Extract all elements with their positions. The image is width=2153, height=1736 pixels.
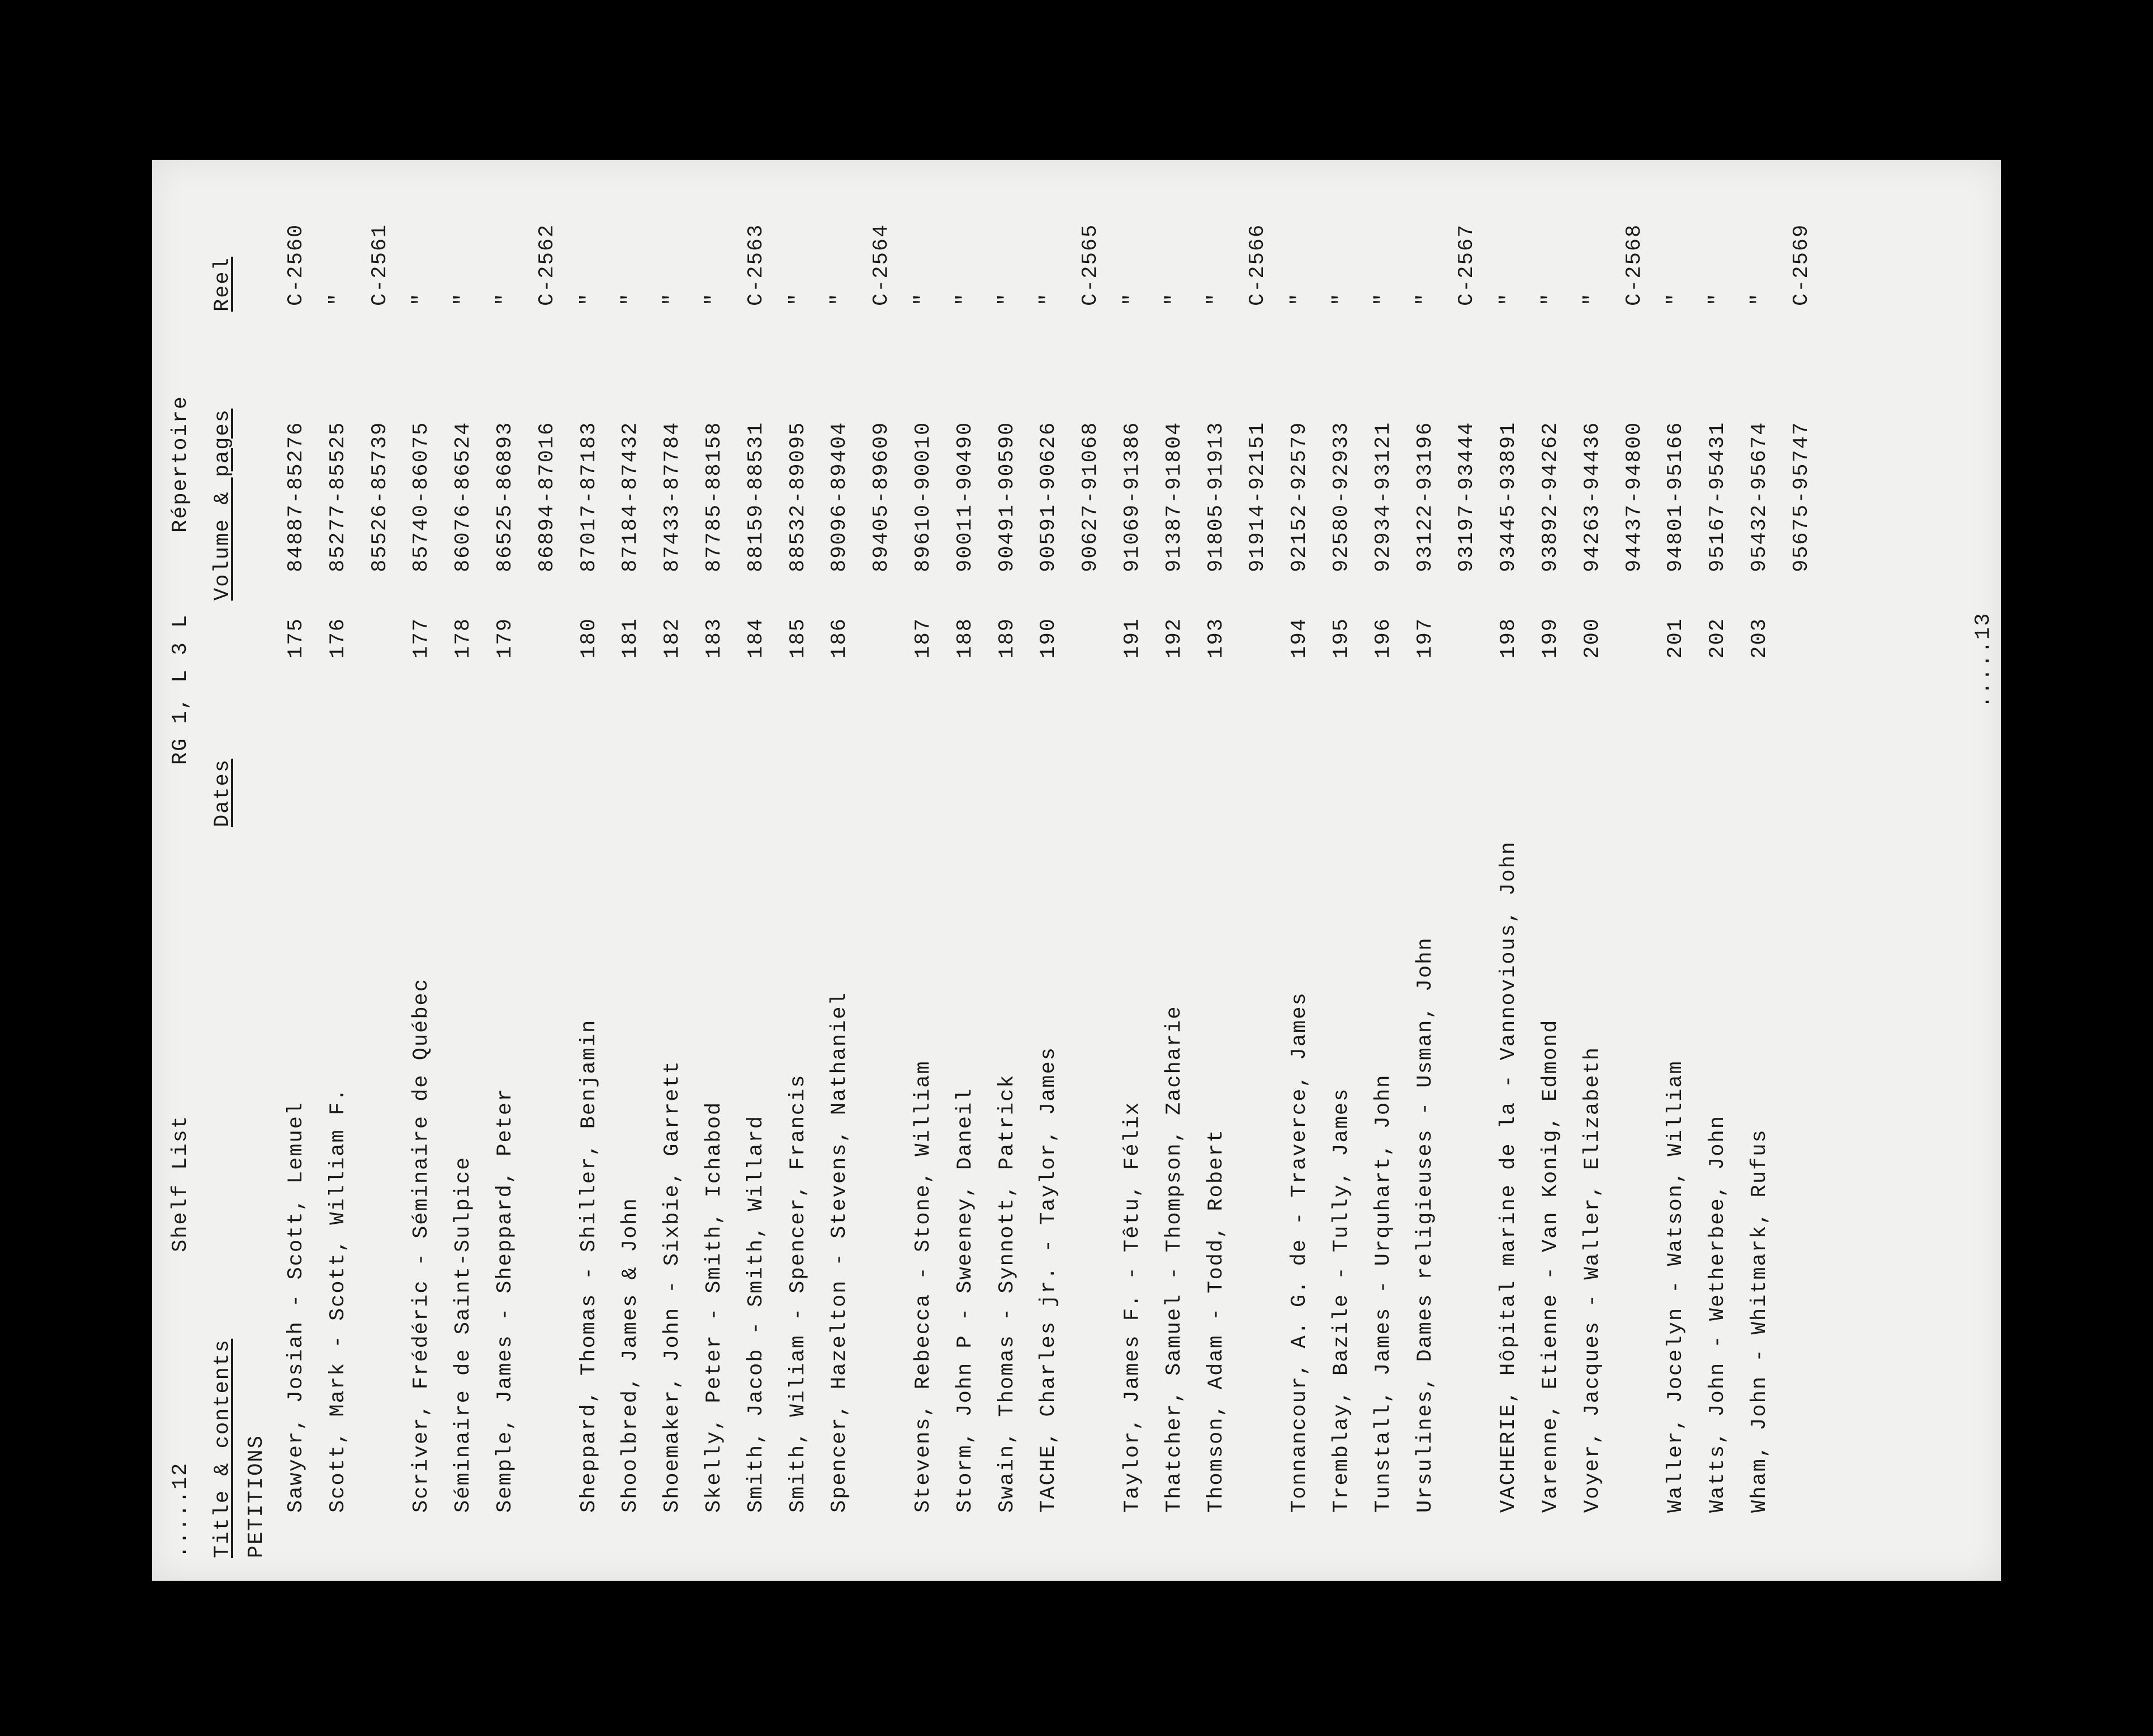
row-pages: 86525-86893 <box>493 421 517 572</box>
row-reel: " <box>1372 292 1395 306</box>
row-reel: C-2565 <box>1079 223 1103 306</box>
row-title: Spencer, Hazelton - Stevens, Nathaniel <box>828 992 852 1513</box>
row-reel: " <box>326 292 350 306</box>
row-title: Stevens, Rebecca - Stone, William <box>912 1060 935 1513</box>
row-reel: " <box>828 292 852 306</box>
row-reel: C-2568 <box>1623 223 1646 306</box>
row-reel: " <box>786 292 810 306</box>
row-title: Séminaire de Saint-Sulpice <box>452 1156 475 1513</box>
row-title: Semple, James - Sheppard, Peter <box>493 1087 517 1513</box>
row-pages: 92934-93121 <box>1372 421 1395 572</box>
row-pages: 84887-85276 <box>284 421 308 572</box>
row-title: Thomson, Adam - Todd, Robert <box>1205 1129 1228 1513</box>
row-volume: 186 <box>828 618 852 659</box>
row-reel: C-2566 <box>1246 223 1270 306</box>
row-pages: 85277-85525 <box>326 421 350 572</box>
row-volume: 175 <box>284 618 308 659</box>
row-reel: " <box>1163 292 1186 306</box>
row-pages: 92152-92579 <box>1288 421 1312 572</box>
row-reel: " <box>1414 292 1437 306</box>
row-reel: " <box>912 292 935 306</box>
row-volume: 196 <box>1372 618 1395 659</box>
row-volume: 176 <box>326 618 350 659</box>
row-volume: 200 <box>1581 618 1605 659</box>
row-pages: 93445-93891 <box>1497 421 1521 572</box>
row-pages: 91069-91386 <box>1121 421 1144 572</box>
row-reel: C-2563 <box>744 223 768 306</box>
row-reel: " <box>703 292 726 306</box>
row-reel: " <box>995 292 1019 306</box>
row-pages: 88532-89095 <box>786 421 810 572</box>
row-pages: 92580-92933 <box>1330 421 1354 572</box>
row-title: Smith, Jacob - Smith, Willard <box>744 1115 768 1513</box>
row-reel: " <box>577 292 601 306</box>
column-dates: Dates <box>211 758 235 827</box>
row-title: TACHE, Charles jr. - Taylor, James <box>1037 1046 1061 1513</box>
row-reel: " <box>1121 292 1144 306</box>
row-reel: " <box>1748 292 1772 306</box>
row-title: Storm, John P - Sweeney, Daneil <box>954 1087 977 1513</box>
row-volume: 181 <box>619 618 643 659</box>
row-pages: 85740-86075 <box>410 421 433 572</box>
row-title: Sawyer, Josiah - Scott, Lemuel <box>284 1101 308 1513</box>
row-volume: 194 <box>1288 618 1312 659</box>
row-pages: 89610-90010 <box>912 421 935 572</box>
row-reel: " <box>410 292 433 306</box>
row-volume: 202 <box>1706 618 1730 659</box>
row-reel: " <box>661 292 684 306</box>
row-pages: 89096-89404 <box>828 421 852 572</box>
row-pages: 91387-91804 <box>1163 421 1186 572</box>
row-pages: 91914-92151 <box>1246 421 1270 572</box>
document-sheet <box>152 160 2001 1581</box>
row-title: Swain, Thomas - Synnott, Patrick <box>995 1074 1019 1513</box>
column-volume-pages: Volume & pages <box>211 409 235 601</box>
row-title: Skelly, Peter - Smith, Ichabod <box>703 1101 726 1513</box>
row-reel: C-2569 <box>1790 223 1814 306</box>
row-title: Tremblay, Bazile - Tully, James <box>1330 1087 1354 1513</box>
row-pages: 88159-88531 <box>744 421 768 572</box>
row-title: Smith, Wiliam - Spencer, Francis <box>786 1074 810 1513</box>
row-title: Voyer, Jacques - Waller, Elizabeth <box>1581 1046 1605 1513</box>
row-volume: 178 <box>452 618 475 659</box>
row-volume: 201 <box>1664 618 1688 659</box>
row-volume: 192 <box>1163 618 1186 659</box>
row-pages: 89405-89609 <box>870 421 893 572</box>
row-volume: 189 <box>995 618 1019 659</box>
repertoire-heading: Répertoire <box>169 395 193 533</box>
row-reel: C-2561 <box>368 223 392 306</box>
shelf-list-heading: Shelf List <box>169 1114 193 1252</box>
row-reel: " <box>1539 292 1563 306</box>
row-pages: 95167-95431 <box>1706 421 1730 572</box>
row-reel: " <box>1330 292 1354 306</box>
row-title: Sheppard, Thomas - Shiller, Benjamin <box>577 1019 601 1513</box>
row-pages: 87184-87432 <box>619 421 643 572</box>
row-volume: 187 <box>912 618 935 659</box>
row-volume: 203 <box>1748 618 1772 659</box>
row-pages: 90011-90490 <box>954 421 977 572</box>
row-reel: " <box>1497 292 1521 306</box>
row-volume: 191 <box>1121 618 1144 659</box>
row-title: Wham, John - Whitmark, Rufus <box>1748 1129 1772 1513</box>
row-reel: C-2562 <box>535 223 559 306</box>
row-volume: 184 <box>744 618 768 659</box>
row-title: Scriver, Frédéric - Séminaire de Québec <box>410 978 433 1513</box>
row-reel: " <box>1205 292 1228 306</box>
row-title: Thatcher, Samuel - Thompson, Zacharie <box>1163 1005 1186 1513</box>
row-pages: 95432-95674 <box>1748 421 1772 572</box>
row-reel: C-2560 <box>284 223 308 306</box>
row-pages: 86894-87016 <box>535 421 559 572</box>
row-pages: 90627-91068 <box>1079 421 1103 572</box>
row-pages: 95675-95747 <box>1790 421 1814 572</box>
row-pages: 87785-88158 <box>703 421 726 572</box>
row-pages: 94263-94436 <box>1581 421 1605 572</box>
row-reel: " <box>954 292 977 306</box>
row-title: Scott, Mark - Scott, William F. <box>326 1087 350 1513</box>
row-pages: 93197-93444 <box>1455 421 1479 572</box>
row-title: Varenne, Etienne - Van Konig, Edmond <box>1539 1019 1563 1513</box>
row-reel: " <box>1706 292 1730 306</box>
row-volume: 195 <box>1330 618 1354 659</box>
row-pages: 90591-90626 <box>1037 421 1061 572</box>
row-volume: 185 <box>786 618 810 659</box>
column-reel: Reel <box>211 257 235 312</box>
row-volume: 193 <box>1205 618 1228 659</box>
row-title: Waller, Jocelyn - Watson, William <box>1664 1060 1688 1513</box>
row-title: Ursulines, Dames religieuses - Usman, John <box>1414 937 1437 1513</box>
row-reel: " <box>619 292 643 306</box>
section-heading-petitions: PETITIONS <box>245 1435 269 1558</box>
row-pages: 94437-94800 <box>1623 421 1646 572</box>
row-reel: C-2564 <box>870 223 893 306</box>
row-volume: 198 <box>1497 618 1521 659</box>
row-reel: " <box>1037 292 1061 306</box>
row-pages: 91805-91913 <box>1205 421 1228 572</box>
row-volume: 180 <box>577 618 601 659</box>
row-volume: 188 <box>954 618 977 659</box>
row-volume: 182 <box>661 618 684 659</box>
row-volume: 197 <box>1414 618 1437 659</box>
column-title-contents: Title & contents <box>211 1338 235 1558</box>
row-title: Taylor, James F. - Têtu, Félix <box>1121 1101 1144 1513</box>
next-page-marker: .....13 <box>1972 612 1995 708</box>
row-reel: " <box>1288 292 1312 306</box>
row-pages: 93892-94262 <box>1539 421 1563 572</box>
row-volume: 177 <box>410 618 433 659</box>
row-title: Tunstall, James - Urquhart, John <box>1372 1074 1395 1513</box>
row-volume: 179 <box>493 618 517 659</box>
row-pages: 87433-87784 <box>661 421 684 572</box>
row-title: VACHERIE, Hôpital marine de la - Vannovious, John <box>1497 841 1521 1513</box>
row-volume: 190 <box>1037 618 1061 659</box>
row-reel: " <box>1581 292 1605 306</box>
previous-page-marker: .....12 <box>169 1462 193 1558</box>
row-pages: 93122-93196 <box>1414 421 1437 572</box>
row-pages: 85526-85739 <box>368 421 392 572</box>
row-title: Shoolbred, James & John <box>619 1197 643 1513</box>
row-volume: 199 <box>1539 618 1563 659</box>
shelf-list-page <box>152 160 2001 1581</box>
row-title: Watts, John - Wetherbee, John <box>1706 1115 1730 1513</box>
row-pages: 87017-87183 <box>577 421 601 572</box>
row-pages: 90491-90590 <box>995 421 1019 572</box>
row-reel: " <box>1664 292 1688 306</box>
row-pages: 86076-86524 <box>452 421 475 572</box>
record-group-heading: RG 1, L 3 L <box>169 614 193 765</box>
row-reel: C-2567 <box>1455 223 1479 306</box>
row-volume: 183 <box>703 618 726 659</box>
row-title: Shoemaker, John - Sixbie, Garrett <box>661 1060 684 1513</box>
row-reel: " <box>452 292 475 306</box>
row-title: Tonnancour, A. G. de - Traverce, James <box>1288 992 1312 1513</box>
row-reel: " <box>493 292 517 306</box>
row-pages: 94801-95166 <box>1664 421 1688 572</box>
